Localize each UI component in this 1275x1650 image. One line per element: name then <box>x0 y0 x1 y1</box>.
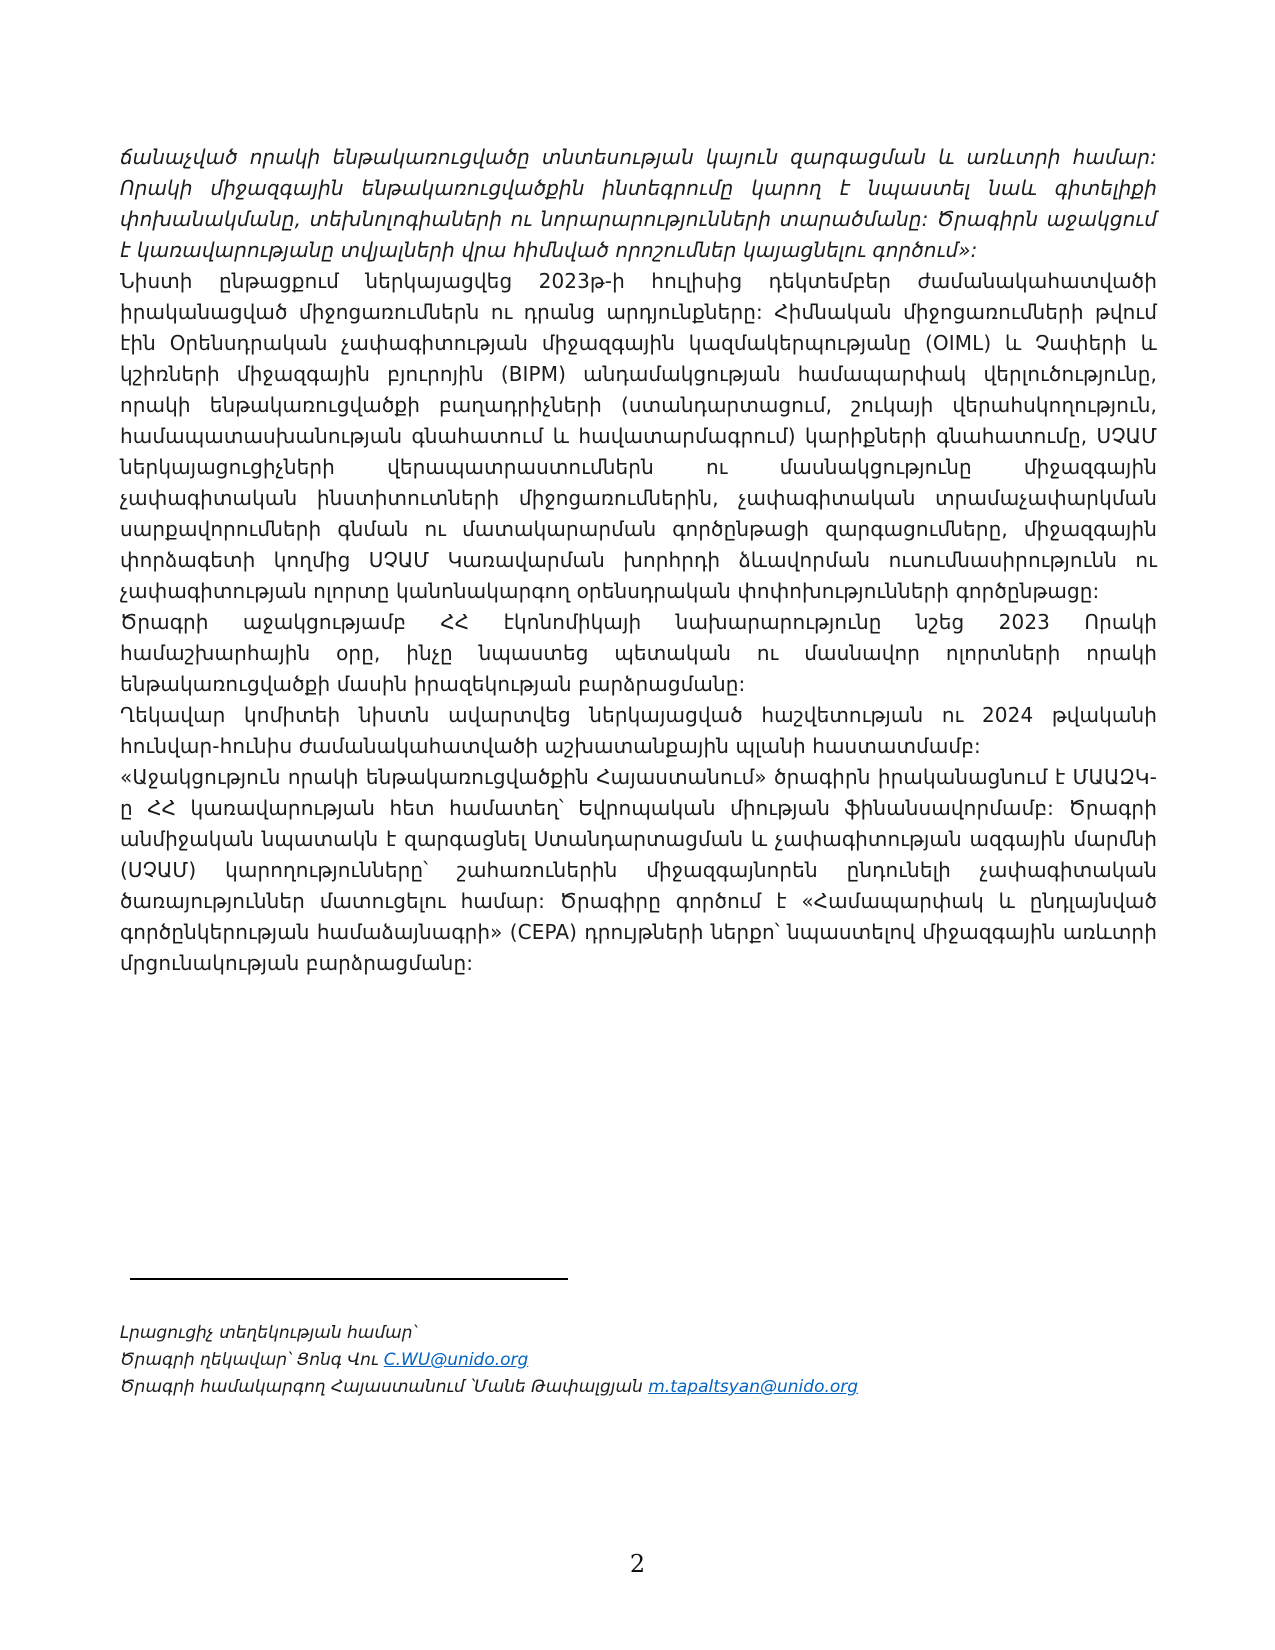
footnote-coordinator-label: Ծրագրի համակարգող Հայաստանում ՝Մանե Թափալցյան <box>120 1377 649 1397</box>
paragraph-quote-continuation: ճանաչված որակի ենթակառուցվածը տնտեսության կայուն զարգացման և առևտրի համար: Որակի միջազգային ենթակառուցվածքին ինտեգրումը կարող է նպաստել նաև գիտելիքի փոխանակմանը, տեխնոլոգիաների ու նորարարությունների տարածմանը: Ծրագիրն աջակցում է կառավարությանը տվյալների վրա հիմնված որոշումներ կայացնելու գործում»: <box>120 145 1157 262</box>
paragraph-session-summary: Նիստի ընթացքում ներկայացվեց 2023թ-ի հուլիսից դեկտեմբեր ժամանակահատվածի իրականացված միջոցառումներն ու դրանց արդյունքները: Հիմնական միջոցառումների թվում էին Օրենսդրական չափագիտության միջազգային կազմակերպությանը (OIML) և Չափերի և կշիռների միջազգային բյուրոյին (BIPM) անդամակցության համապարփակ վերլուծությունը, որակի ենթակառուցվածքի բաղադրիչների (ստանդարտացում, շուկայի վերահսկողություն, համապատասխանության գնահատում և հավատարմագրում) կարիքների գնահատումը, ՍՉԱՄ ներկայացուցիչների վերապատրաստումներն ու մասնակցությունը միջազգային չափագիտական ինստիտուտների միջոցառումներին, չափագիտական տրամաչափարկման սարքավորումների գնման ու մատակարարման գործընթացի զարգացումները, միջազգային փորձագետի կողմից ՍՉԱՄ Կառավարման խորհրդի ձևավորման ուսումնասիրությունն ու չափագիտության ոլորտը կանոնակարգող օրենսդրական փոփոխությունների գործընթացը: <box>120 269 1157 603</box>
footnote-text <box>120 1320 1157 1401</box>
paragraph-meeting-closing: Ղեկավար կոմիտեի նիստն ավարտվեց ներկայացված հաշվետության ու 2024 թվականի հունվար-հունիս ժամանակահատվածի աշխատանքային պլանի հաստատմամբ: <box>120 703 1157 758</box>
footnote-manager-label: Ծրագրի ղեկավար՝ Ցոնգ Վու <box>120 1350 384 1370</box>
manager-email-link[interactable]: C.WU@unido.org <box>383 1350 529 1370</box>
paragraph-project-description: «Աջակցություն որակի ենթակառուցվածքին Հայաստանում» ծրագիրն իրականացնում է ՄԱԱԶԿ-ը ՀՀ կառավարության հետ համատեղ՝ Եվրոպական միության ֆինանսավորմամբ: Ծրագրի անմիջական նպատակն է զարգացնել Ստանդարտացման և չափագիտության ազգային մարմնի (ՍՉԱՄ) կարողությունները՝ շահառուներին միջազգայնորեն ընդունելի չափագիտական ծառայություններ մատուցելու համար: Ծրագիրը գործում է «Համապարփակ և ընդլայնված գործընկերության համաձայնագրի» (CEPA) դրույթների ներքո՝ նպաստելով միջազգային առևտրի մրցունակության բարձրացմանը: <box>120 765 1157 975</box>
page-number: 2 <box>629 1550 646 1578</box>
footnote-coordinator-line <box>120 1374 1157 1401</box>
footnote-intro: Լրացուցիչ տեղեկության համար՝ <box>120 1323 417 1343</box>
footnote-area <box>120 1278 1157 1401</box>
coordinator-email-link[interactable]: m.tapaltsyan@unido.org <box>648 1377 859 1397</box>
body-text-block <box>120 142 1157 979</box>
footnote-manager-line <box>120 1347 1157 1374</box>
paragraph-quality-day: Ծրագրի աջակցությամբ ՀՀ էկոնոմիկայի նախարարությունը նշեց 2023 Որակի համաշխարհային օրը, ինչը նպաստեց պետական ու մասնավոր ոլորտների որակի ենթակառուցվածքի մասին իրազեկության բարձրացմանը: <box>120 610 1157 696</box>
footnote-separator-line <box>130 1278 568 1280</box>
